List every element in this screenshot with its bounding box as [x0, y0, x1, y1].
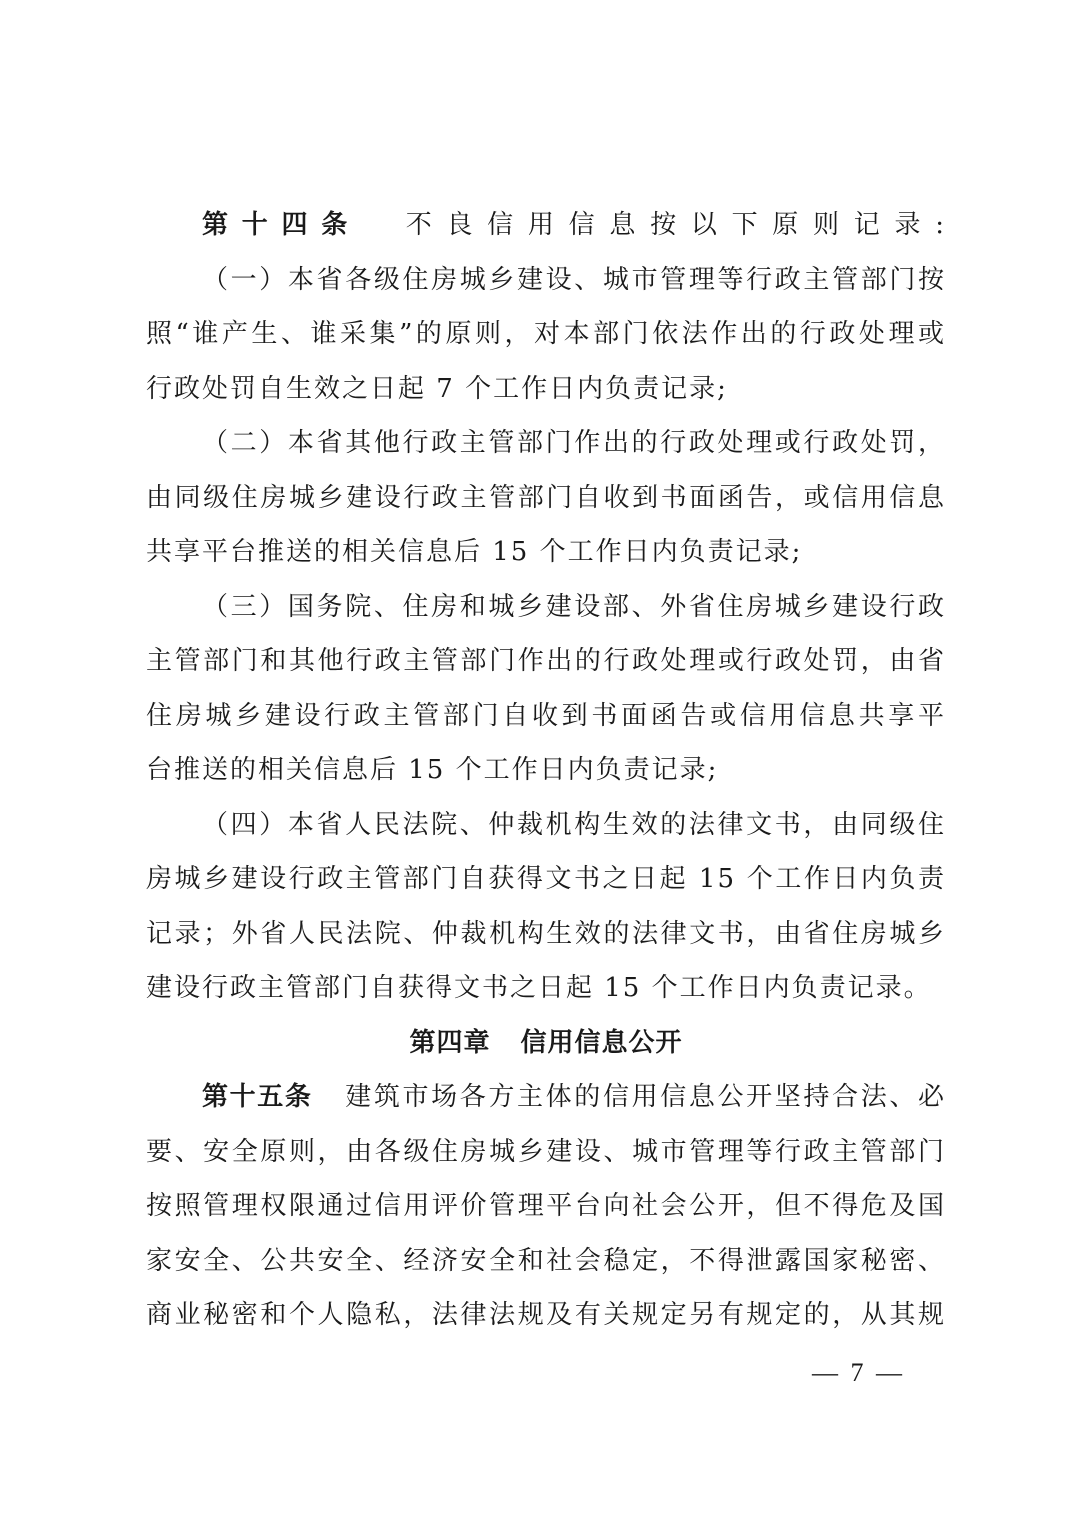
article-14-item-1-line-2: 照“谁产生、谁采集”的原则，对本部门依法作出的行政处理或 [146, 319, 946, 349]
article-15-line-3: 按照管理权限通过信用评价管理平台向社会公开，但不得危及国 [146, 1191, 946, 1221]
article-14-item-3-line-4: 台推送的相关信息后 15 个工作日内负责记录; [146, 755, 719, 785]
article-14-item-2-line-1: （二）本省其他行政主管部门作出的行政处理或行政处罚， [202, 428, 946, 458]
article-14-item-3-line-1: （三）国务院、住房和城乡建设部、外省住房城乡建设行政 [202, 591, 946, 622]
chapter-title: 信用信息公开 [520, 1027, 683, 1058]
article-14-item-3-line-2: 主管部门和其他行政主管部门作出的行政处理或行政处罚，由省 [146, 646, 946, 676]
article-14-first-line [146, 198, 946, 253]
document-body [146, 198, 946, 1343]
article-15-first-line [146, 1070, 946, 1125]
article-15-heading: 第十五条 [202, 1082, 313, 1112]
article-15-first-line-text: 建筑市场各方主体的信用信息公开坚持合法、必 [344, 1082, 946, 1112]
article-14-item-4-line-3: 记录；外省人民法院、仲裁机构生效的法律文书，由省住房城乡 [146, 918, 946, 949]
article-14-item-4-line-1: （四）本省人民法院、仲裁机构生效的法律文书，由同级住 [202, 809, 946, 840]
article-14-item-1-line-1: （一）本省各级住房城乡建设、城市管理等行政主管部门按 [202, 264, 946, 295]
article-14-item-4-line-4: 建设行政主管部门自获得文书之日起 15 个工作日内负责记录。 [146, 973, 932, 1003]
chapter-number: 第四章 [409, 1027, 491, 1058]
article-14-heading: 第十四条 [202, 210, 361, 240]
article-14-item-3-line-3: 住房城乡建设行政主管部门自收到书面函告或信用信息共享平 [146, 700, 946, 731]
article-14-item-1-line-3: 行政处罚自生效之日起 7 个工作日内负责记录; [146, 373, 728, 404]
article-15-line-5: 商业秘密和个人隐私，法律法规及有关规定另有规定的，从其规 [146, 1300, 946, 1330]
article-14-item-2-line-3: 共享平台推送的相关信息后 15 个工作日内负责记录; [146, 537, 803, 567]
article-14-item-2-line-2: 由同级住房城乡建设行政主管部门自收到书面函告，或信用信息 [146, 482, 946, 513]
page-number: — 7 — [812, 1358, 905, 1387]
article-14-intro: 不良信用信息按以下原则记录: [392, 210, 946, 240]
chapter-heading [146, 1016, 946, 1071]
article-15-line-2: 要、安全原则，由各级住房城乡建设、城市管理等行政主管部门 [146, 1136, 946, 1167]
article-15-line-4: 家安全、公共安全、经济安全和社会稳定，不得泄露国家秘密、 [146, 1245, 946, 1276]
article-14-item-4-line-2: 房城乡建设行政主管部门自获得文书之日起 15 个工作日内负责 [146, 864, 946, 894]
